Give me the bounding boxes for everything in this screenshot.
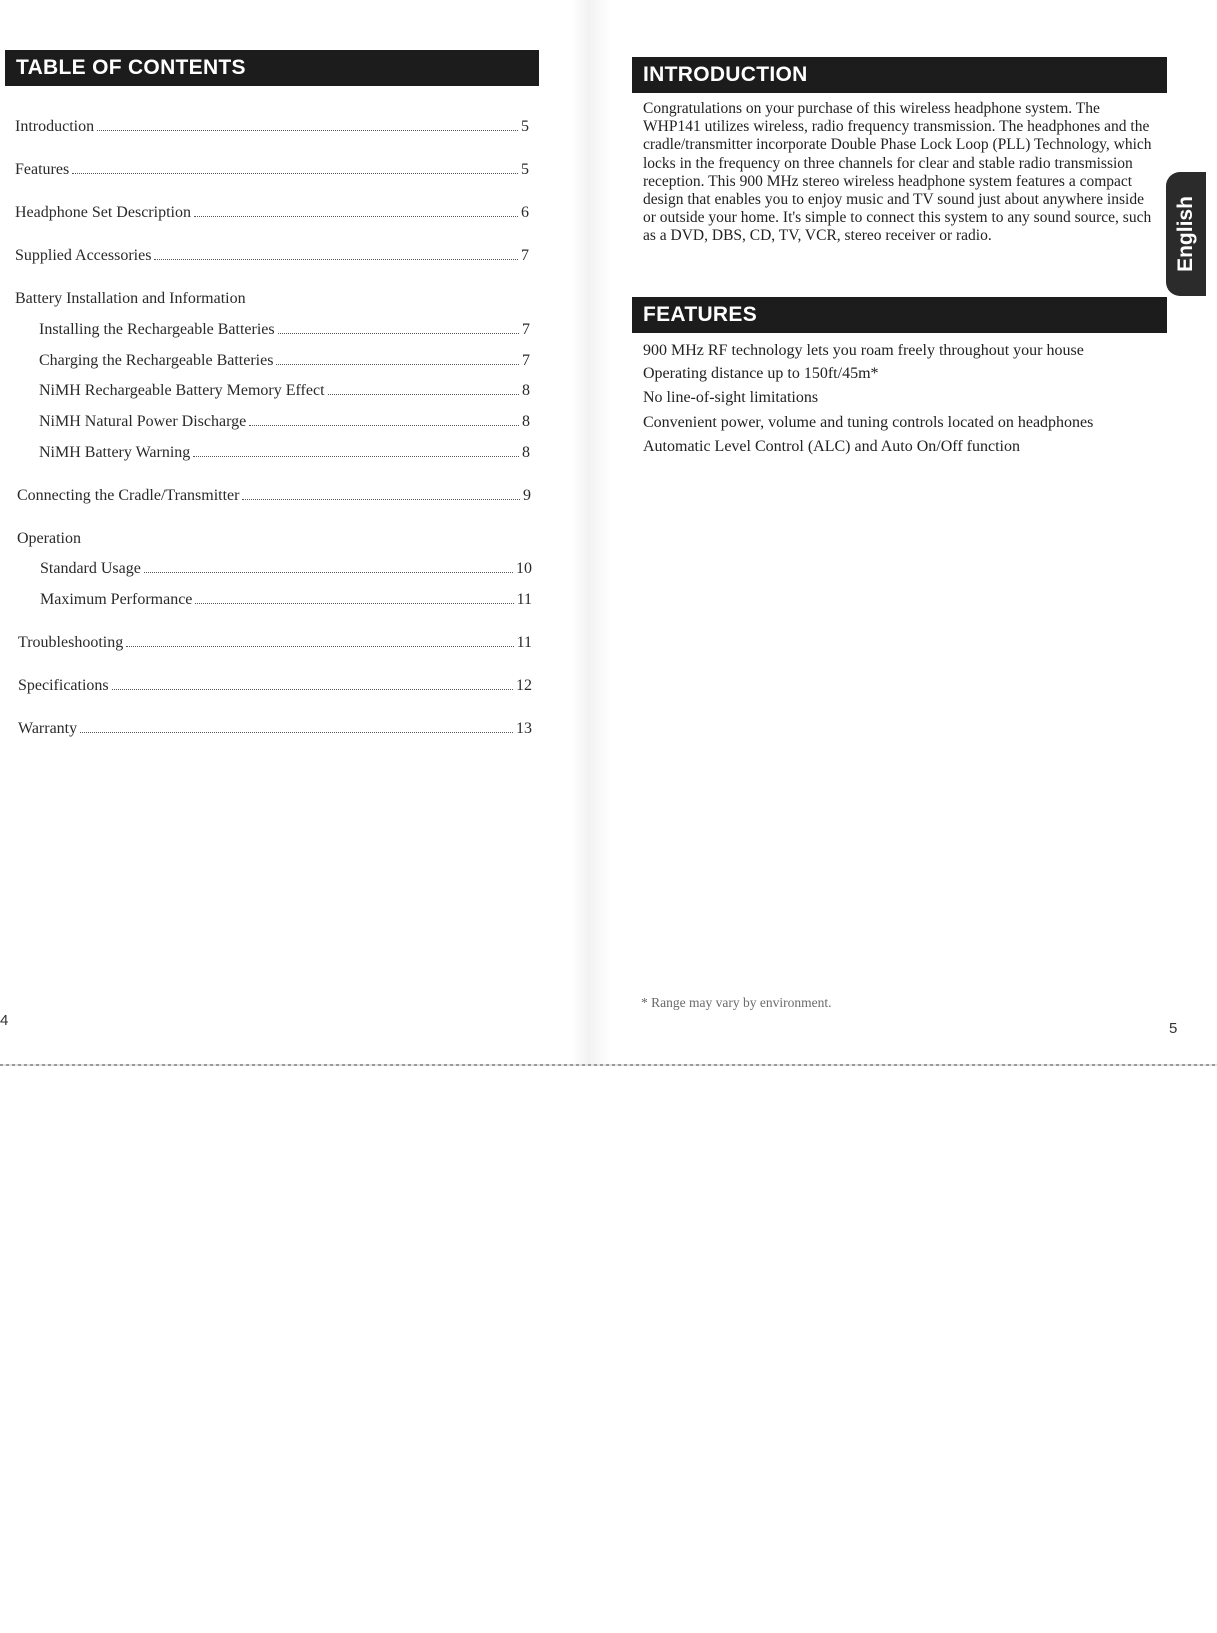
feature-item: Convenient power, volume and tuning controls located on headphones [643, 414, 1094, 431]
toc-entry-page: 7 [522, 352, 530, 369]
toc-entry-label: Warranty [18, 720, 78, 737]
dot-leader [154, 259, 518, 260]
toc-entry-battery-warning[interactable] [39, 443, 530, 463]
toc-entry-page: 12 [516, 677, 532, 694]
toc-entry-label: Headphone Set Description [15, 204, 191, 221]
toc-entry-page: 10 [516, 560, 532, 577]
toc-entry-headphone-set-description[interactable] [15, 203, 529, 223]
toc-entry-troubleshooting[interactable] [18, 633, 532, 653]
dot-leader [249, 425, 519, 426]
toc-entry-label: Connecting the Cradle/Transmitter [17, 487, 240, 504]
page-edge [0, 1064, 1217, 1066]
toc-entry-page: 5 [521, 118, 529, 135]
page-number-right: 5 [1169, 1020, 1178, 1037]
toc-entry-page: 7 [521, 247, 529, 264]
feature-item: 900 MHz RF technology lets you roam freely throughout your house [643, 342, 1084, 359]
features-heading: FEATURES [632, 297, 1167, 333]
toc-entry-label: NiMH Rechargeable Battery Memory Effect [39, 382, 325, 399]
dot-leader [126, 646, 513, 647]
toc-entry-label: Supplied Accessories [15, 247, 152, 264]
toc-entry-page: 5 [521, 161, 529, 178]
introduction-heading: INTRODUCTION [632, 57, 1167, 93]
toc-entry-label: Charging the Rechargeable Batteries [39, 352, 274, 369]
toc-entry-warranty[interactable] [18, 719, 532, 739]
dot-leader [112, 689, 513, 690]
toc-heading: TABLE OF CONTENTS [5, 50, 539, 86]
dot-leader [97, 130, 518, 131]
introduction-paragraph: Congratulations on your purchase of this wireless headphone system. The WHP141 utilizes wireless, radio frequency transmission. The headphones and the cradle/transmitter incorporate Double Phase Lock Loop (PLL) Technology, which locks in the frequency on three channels for clear and stable radio transmission reception. This 900 MHz stereo wireless headphone system features a compact design that enables you to enjoy music and TV sound just about anywhere inside or outside your home. It's simple to connect this system to any sound source, such as a DVD, DBS, CD, TV, VCR, stereo receiver or radio. [643, 100, 1152, 245]
toc-entry-supplied-accessories[interactable] [15, 246, 529, 266]
toc-entry-specifications[interactable] [18, 676, 532, 696]
dot-leader [195, 603, 513, 604]
toc-group-operation: Operation [17, 530, 81, 547]
toc-entry-installing-batteries[interactable] [39, 320, 530, 340]
toc-entry-label: NiMH Natural Power Discharge [39, 413, 247, 430]
toc-entry-connecting-cradle[interactable] [17, 486, 531, 506]
toc-entry-label: Specifications [18, 677, 109, 694]
dot-leader [276, 364, 519, 365]
dot-leader [80, 732, 513, 733]
dot-leader [328, 394, 519, 395]
toc-entry-page: 9 [523, 487, 531, 504]
toc-entry-label: Installing the Rechargeable Batteries [39, 321, 275, 338]
toc-entry-features[interactable] [15, 160, 529, 180]
toc-entry-page: 11 [516, 634, 532, 651]
toc-entry-label: Standard Usage [40, 560, 141, 577]
toc-entry-power-discharge[interactable] [39, 412, 530, 432]
page-gutter [571, 0, 611, 1066]
toc-entry-label: Maximum Performance [40, 591, 193, 608]
toc-entry-page: 8 [522, 444, 530, 461]
dot-leader [194, 216, 518, 217]
toc-entry-label: Troubleshooting [18, 634, 124, 651]
toc-entry-page: 11 [516, 591, 532, 608]
feature-item: Automatic Level Control (ALC) and Auto On/Off function [643, 438, 1020, 455]
toc-entry-page: 8 [522, 413, 530, 430]
dot-leader [144, 572, 513, 573]
feature-item: Operating distance up to 150ft/45m* [643, 365, 879, 382]
toc-entry-maximum-performance[interactable] [40, 590, 532, 610]
toc-group-battery: Battery Installation and Information [15, 290, 246, 307]
dot-leader [193, 456, 519, 457]
toc-entry-page: 7 [522, 321, 530, 338]
toc-entry-charging-batteries[interactable] [39, 351, 530, 371]
toc-entry-label: Introduction [15, 118, 95, 135]
language-tab[interactable] [1166, 172, 1206, 296]
toc-entry-introduction[interactable] [15, 117, 529, 137]
toc-entry-label: Features [15, 161, 70, 178]
page-number-left: 4 [0, 1012, 9, 1029]
dot-leader [278, 333, 519, 334]
feature-item: No line-of-sight limitations [643, 389, 819, 406]
toc-entry-label: NiMH Battery Warning [39, 444, 191, 461]
language-tab-label: English [1174, 196, 1197, 272]
footnote: * Range may vary by environment. [641, 995, 832, 1010]
dot-leader [242, 499, 520, 500]
dot-leader [72, 173, 518, 174]
toc-entry-standard-usage[interactable] [40, 559, 532, 579]
toc-entry-memory-effect[interactable] [39, 381, 530, 401]
toc-entry-page: 8 [522, 382, 530, 399]
toc-entry-page: 13 [516, 720, 532, 737]
toc-entry-page: 6 [521, 204, 529, 221]
